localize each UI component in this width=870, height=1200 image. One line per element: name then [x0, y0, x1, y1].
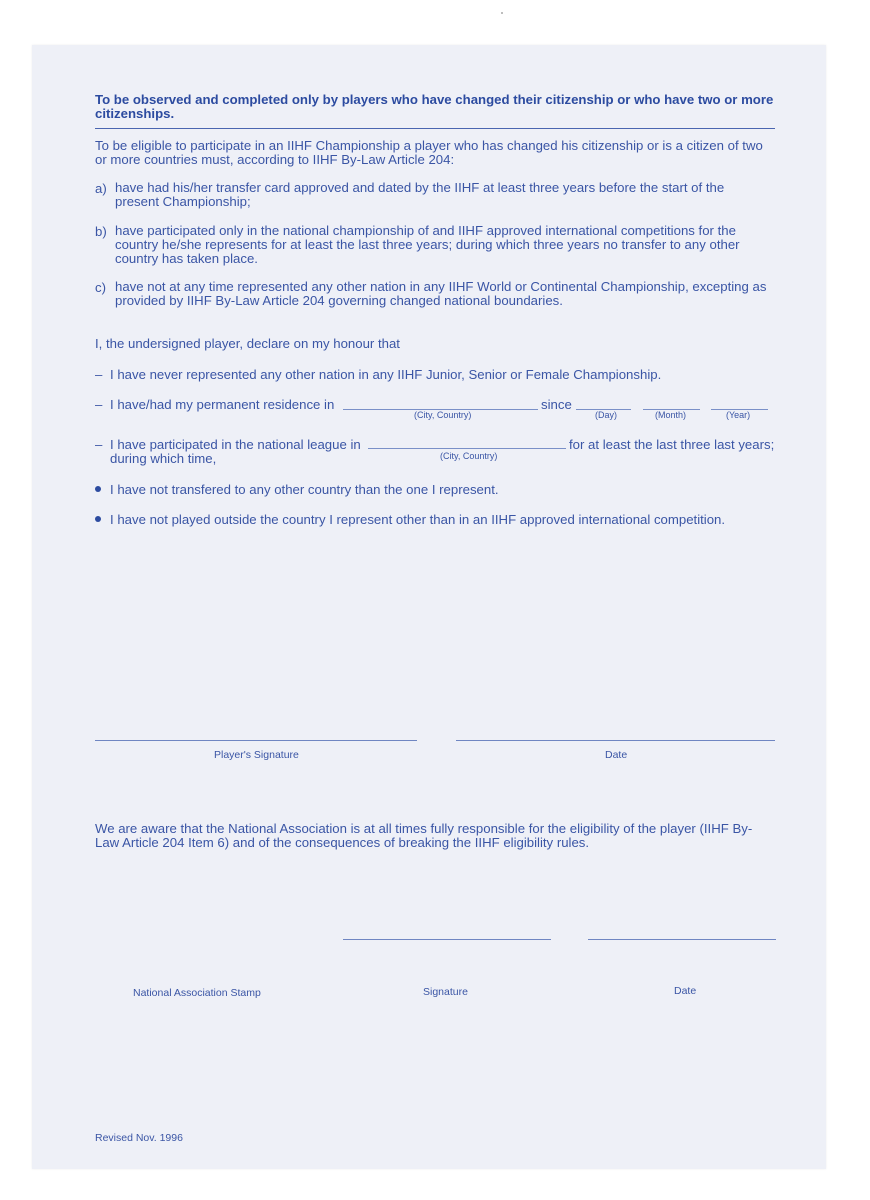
player-date-field[interactable] — [456, 740, 775, 741]
player-signature-label: Player's Signature — [214, 749, 299, 761]
player-date-label: Date — [605, 749, 628, 761]
condition-a-letter: a) — [95, 181, 107, 196]
scan-dust-mark — [501, 12, 503, 14]
player-signature-field[interactable] — [95, 740, 417, 741]
condition-b-letter: b) — [95, 224, 107, 239]
condition-b-text: have participated only in the national championship of and IIHF approved international competitions for the country he/she represents for at least the last three years; during which three years no transfer to any other country has taken place. — [115, 223, 740, 266]
association-signature-field[interactable] — [343, 939, 551, 940]
bullet-1-icon — [95, 486, 101, 492]
stamp-label: National Association Stamp — [133, 987, 261, 999]
residence-since: since — [541, 397, 572, 412]
league-suffix: for at least the last three last years; — [569, 437, 775, 452]
condition-c-letter: c) — [95, 280, 106, 295]
form-sheet — [32, 45, 826, 1169]
date-label: Date — [674, 985, 697, 997]
association-date-field[interactable] — [588, 939, 776, 940]
revised-note: Revised Nov. 1996 — [95, 1132, 183, 1144]
league-city-field[interactable] — [368, 448, 566, 449]
condition-c-text: have not at any time represented any other nation in any IIHF World or Continental Championship, excepting as provided by IIHF By-Law Article 204 governing changed national boundaries. — [115, 279, 767, 308]
league-city-label: (City, Country) — [440, 451, 498, 461]
residence-month-label: (Month) — [655, 410, 687, 420]
residence-year-label: (Year) — [726, 410, 751, 420]
residence-day-label: (Day) — [595, 410, 617, 420]
declaration-never-represented: I have never represented any other nation in any IIHF Junior, Senior or Female Championship. — [110, 367, 662, 382]
intro-text: To be eligible to participate in an IIHF Championship a player who has changed his citizenship or is a citizen of two or more countries must, according to IIHF By-Law Article 204: — [95, 138, 763, 167]
declaration-dash-1: – — [95, 367, 103, 382]
heading-rule — [95, 128, 775, 129]
residence-city-label: (City, Country) — [414, 410, 472, 420]
residence-prefix: I have/had my permanent residence in — [110, 397, 335, 412]
condition-a-text: have had his/her transfer card approved and dated by the IIHF at least three years before the start of the present Championship; — [115, 180, 725, 209]
declaration-no-outside-play: I have not played outside the country I represent other than in an IIHF approved international competition. — [110, 512, 726, 527]
bullet-2-icon — [95, 516, 101, 522]
league-line2: during which time, — [110, 451, 217, 466]
declaration-intro: I, the undersigned player, declare on my honour that — [95, 336, 400, 351]
signature-label: Signature — [423, 986, 468, 998]
declaration-dash-2: – — [95, 397, 103, 412]
association-text: We are aware that the National Association is at all times fully responsible for the eligibility of the player (IIHF By-Law Article 204 Item 6) and of the consequences of breaking the IIHF eligibility rules. — [95, 821, 753, 850]
declaration-dash-3: – — [95, 437, 103, 452]
declaration-no-transfer: I have not transfered to any other country than the one I represent. — [110, 482, 499, 497]
form-heading: To be observed and completed only by players who have changed their citizenship or who have two or more citizenships. — [95, 92, 774, 121]
league-prefix: I have participated in the national league in — [110, 437, 361, 452]
